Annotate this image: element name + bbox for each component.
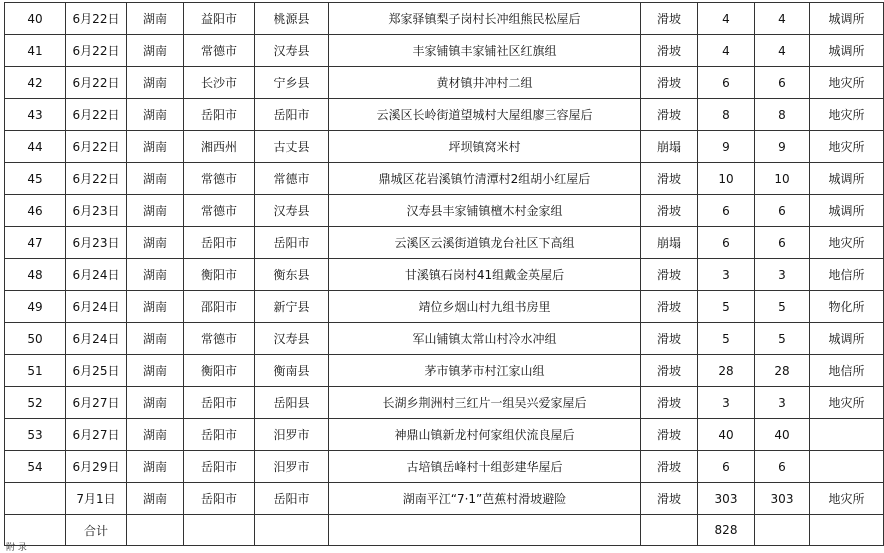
province-cell: 湖南 — [127, 323, 184, 355]
city-cell: 常德市 — [184, 35, 255, 67]
people-cell: 5 — [698, 291, 755, 323]
row-number: 49 — [5, 291, 66, 323]
province-cell: 湖南 — [127, 451, 184, 483]
hazard-type-cell: 滑坡 — [641, 291, 698, 323]
city-cell: 常德市 — [184, 163, 255, 195]
city-cell: 衡阳市 — [184, 259, 255, 291]
hazard-type-cell: 崩塌 — [641, 227, 698, 259]
row-number: 44 — [5, 131, 66, 163]
table-row — [5, 67, 884, 99]
county-cell: 宁乡县 — [255, 67, 329, 99]
city-cell: 岳阳市 — [184, 451, 255, 483]
people-cell: 28 — [698, 355, 755, 387]
households-cell: 40 — [755, 419, 810, 451]
province-cell: 湖南 — [127, 195, 184, 227]
unit-cell: 城调所 — [810, 3, 884, 35]
row-number: 53 — [5, 419, 66, 451]
people-cell: 303 — [698, 483, 755, 515]
county-cell: 衡南县 — [255, 355, 329, 387]
people-cell: 6 — [698, 195, 755, 227]
province-cell: 湖南 — [127, 387, 184, 419]
location-cell: 甘溪镇石岗村41组戴金英屋后 — [329, 259, 641, 291]
location-cell: 军山铺镇太常山村冷水冲组 — [329, 323, 641, 355]
hazard-type-cell: 滑坡 — [641, 35, 698, 67]
province-cell: 湖南 — [127, 259, 184, 291]
table-row — [5, 355, 884, 387]
people-cell: 6 — [698, 67, 755, 99]
people-cell: 9 — [698, 131, 755, 163]
date-cell: 6月24日 — [66, 323, 127, 355]
date-cell: 6月29日 — [66, 451, 127, 483]
city-cell: 常德市 — [184, 195, 255, 227]
hazard-type-cell: 滑坡 — [641, 355, 698, 387]
hazard-type-cell: 滑坡 — [641, 195, 698, 227]
row-number — [5, 483, 66, 515]
city-cell: 湘西州 — [184, 131, 255, 163]
county-cell: 汨罗市 — [255, 419, 329, 451]
people-cell: 6 — [698, 451, 755, 483]
county-cell: 汉寿县 — [255, 195, 329, 227]
county-cell: 衡东县 — [255, 259, 329, 291]
county-cell: 岳阳县 — [255, 387, 329, 419]
date-cell: 6月22日 — [66, 131, 127, 163]
city-cell: 常德市 — [184, 323, 255, 355]
province-cell: 湖南 — [127, 291, 184, 323]
households-cell: 3 — [755, 387, 810, 419]
unit-cell: 物化所 — [810, 291, 884, 323]
county-cell: 岳阳市 — [255, 227, 329, 259]
province-cell: 湖南 — [127, 3, 184, 35]
table-row — [5, 131, 884, 163]
hazard-type-cell: 滑坡 — [641, 323, 698, 355]
city-cell: 岳阳市 — [184, 419, 255, 451]
unit-cell: 地灾所 — [810, 483, 884, 515]
location-cell: 黄材镇井冲村二组 — [329, 67, 641, 99]
people-cell: 3 — [698, 259, 755, 291]
table-row — [5, 419, 884, 451]
city-cell: 长沙市 — [184, 67, 255, 99]
hazard-type-cell: 滑坡 — [641, 259, 698, 291]
date-cell: 6月22日 — [66, 67, 127, 99]
county-cell: 汨罗市 — [255, 451, 329, 483]
people-cell: 8 — [698, 99, 755, 131]
hazard-type-cell: 滑坡 — [641, 387, 698, 419]
date-cell: 6月22日 — [66, 163, 127, 195]
date-cell: 6月22日 — [66, 99, 127, 131]
hazard-type-cell: 滑坡 — [641, 3, 698, 35]
unit-cell: 地灾所 — [810, 99, 884, 131]
table-row — [5, 451, 884, 483]
location-cell: 湖南平江“7·1”芭蕉村滑坡避险 — [329, 483, 641, 515]
hazard-type-cell: 滑坡 — [641, 67, 698, 99]
unit-cell: 城调所 — [810, 195, 884, 227]
province-cell: 湖南 — [127, 35, 184, 67]
table-row — [5, 291, 884, 323]
city-cell: 邵阳市 — [184, 291, 255, 323]
county-cell: 常德市 — [255, 163, 329, 195]
households-cell: 6 — [755, 67, 810, 99]
unit-cell: 地灾所 — [810, 227, 884, 259]
people-cell: 40 — [698, 419, 755, 451]
unit-cell — [810, 451, 884, 483]
date-cell: 7月1日 — [66, 483, 127, 515]
households-cell: 10 — [755, 163, 810, 195]
table-row — [5, 227, 884, 259]
row-number: 51 — [5, 355, 66, 387]
table-row — [5, 99, 884, 131]
county-cell: 岳阳市 — [255, 483, 329, 515]
households-cell: 4 — [755, 35, 810, 67]
hazard-type-cell: 崩塌 — [641, 131, 698, 163]
location-cell: 丰家铺镇丰家铺社区红旗组 — [329, 35, 641, 67]
hazard-type-cell: 滑坡 — [641, 419, 698, 451]
households-cell: 4 — [755, 3, 810, 35]
row-number: 41 — [5, 35, 66, 67]
people-cell: 6 — [698, 227, 755, 259]
people-cell: 3 — [698, 387, 755, 419]
province-cell: 湖南 — [127, 483, 184, 515]
date-cell: 6月22日 — [66, 35, 127, 67]
row-number: 52 — [5, 387, 66, 419]
households-cell: 9 — [755, 131, 810, 163]
unit-cell: 地灾所 — [810, 131, 884, 163]
row-number: 40 — [5, 3, 66, 35]
location-cell: 郑家驿镇梨子岗村长冲组熊民松屋后 — [329, 3, 641, 35]
households-cell: 8 — [755, 99, 810, 131]
people-cell: 10 — [698, 163, 755, 195]
people-cell: 4 — [698, 35, 755, 67]
households-cell: 6 — [755, 195, 810, 227]
province-cell: 湖南 — [127, 99, 184, 131]
location-cell: 鼎城区花岩溪镇竹清潭村2组胡小红屋后 — [329, 163, 641, 195]
province-cell: 湖南 — [127, 227, 184, 259]
table-row — [5, 163, 884, 195]
county-cell: 汉寿县 — [255, 35, 329, 67]
households-cell: 6 — [755, 227, 810, 259]
location-cell: 云溪区长岭街道望城村大屋组廖三容屋后 — [329, 99, 641, 131]
county-cell: 古丈县 — [255, 131, 329, 163]
table-row — [5, 387, 884, 419]
row-number: 47 — [5, 227, 66, 259]
row-number: 50 — [5, 323, 66, 355]
row-number: 48 — [5, 259, 66, 291]
row-number: 43 — [5, 99, 66, 131]
date-cell: 6月22日 — [66, 3, 127, 35]
county-cell: 岳阳市 — [255, 99, 329, 131]
hazard-type-cell: 滑坡 — [641, 451, 698, 483]
location-cell: 古培镇岳峰村十组彭建华屋后 — [329, 451, 641, 483]
county-cell: 新宁县 — [255, 291, 329, 323]
province-cell: 湖南 — [127, 67, 184, 99]
row-number: 54 — [5, 451, 66, 483]
hazard-type-cell: 滑坡 — [641, 99, 698, 131]
hazard-type-cell: 滑坡 — [641, 163, 698, 195]
date-cell: 6月27日 — [66, 387, 127, 419]
county-cell: 汉寿县 — [255, 323, 329, 355]
unit-cell: 城调所 — [810, 323, 884, 355]
households-cell: 5 — [755, 323, 810, 355]
hazard-type-cell: 滑坡 — [641, 483, 698, 515]
city-cell: 岳阳市 — [184, 387, 255, 419]
location-cell: 汉寿县丰家铺镇檀木村金家组 — [329, 195, 641, 227]
table-row — [5, 259, 884, 291]
location-cell: 神鼎山镇新龙村何家组伏流良屋后 — [329, 419, 641, 451]
households-cell: 3 — [755, 259, 810, 291]
city-cell: 衡阳市 — [184, 355, 255, 387]
table-row — [5, 483, 884, 515]
location-cell: 茅市镇茅市村江家山组 — [329, 355, 641, 387]
province-cell: 湖南 — [127, 355, 184, 387]
province-cell: 湖南 — [127, 419, 184, 451]
unit-cell — [810, 419, 884, 451]
location-cell: 云溪区云溪街道镇龙台社区下高组 — [329, 227, 641, 259]
households-cell: 28 — [755, 355, 810, 387]
province-cell: 湖南 — [127, 163, 184, 195]
location-cell: 靖位乡烟山村九组书房里 — [329, 291, 641, 323]
row-number: 42 — [5, 67, 66, 99]
unit-cell: 地信所 — [810, 259, 884, 291]
unit-cell: 地灾所 — [810, 387, 884, 419]
unit-cell: 城调所 — [810, 35, 884, 67]
date-cell: 6月23日 — [66, 195, 127, 227]
disaster-table — [4, 2, 884, 546]
footnote: 附 录 — [6, 543, 27, 553]
date-cell: 6月27日 — [66, 419, 127, 451]
row-number: 45 — [5, 163, 66, 195]
city-cell: 岳阳市 — [184, 483, 255, 515]
households-cell: 5 — [755, 291, 810, 323]
unit-cell: 地灾所 — [810, 67, 884, 99]
county-cell: 桃源县 — [255, 3, 329, 35]
city-cell: 益阳市 — [184, 3, 255, 35]
location-cell: 坪坝镇窝米村 — [329, 131, 641, 163]
row-number: 46 — [5, 195, 66, 227]
date-cell: 6月25日 — [66, 355, 127, 387]
unit-cell: 地信所 — [810, 355, 884, 387]
table-row — [5, 35, 884, 67]
city-cell: 岳阳市 — [184, 227, 255, 259]
province-cell: 湖南 — [127, 131, 184, 163]
people-cell: 4 — [698, 3, 755, 35]
households-cell: 6 — [755, 451, 810, 483]
people-cell: 5 — [698, 323, 755, 355]
date-cell: 6月23日 — [66, 227, 127, 259]
total-row — [5, 515, 884, 546]
table-row — [5, 3, 884, 35]
total-people: 828 — [698, 515, 755, 546]
location-cell: 长湖乡荆洲村三红片一组吴兴爱家屋后 — [329, 387, 641, 419]
table-row — [5, 323, 884, 355]
date-cell: 6月24日 — [66, 291, 127, 323]
unit-cell: 城调所 — [810, 163, 884, 195]
date-cell: 6月24日 — [66, 259, 127, 291]
city-cell: 岳阳市 — [184, 99, 255, 131]
table-row — [5, 195, 884, 227]
households-cell: 303 — [755, 483, 810, 515]
total-label: 合计 — [66, 515, 127, 546]
